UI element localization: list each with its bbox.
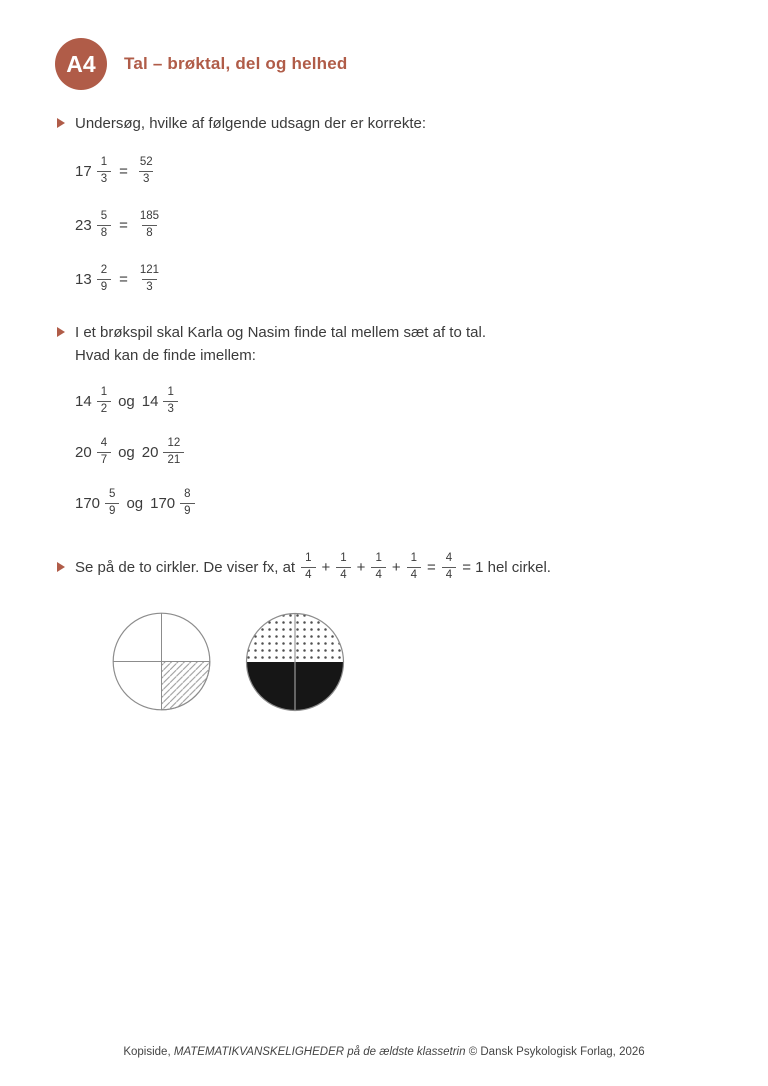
plus-sign: +	[356, 558, 366, 576]
connector-word: og	[118, 392, 135, 410]
whole-number: 23	[75, 216, 92, 234]
equals-sign: =	[119, 162, 128, 180]
fraction	[97, 211, 111, 240]
equals-sign: =	[427, 558, 436, 576]
whole-number: 20	[75, 443, 92, 461]
connector-word: og	[118, 443, 135, 461]
fraction-numerator: 1	[410, 551, 418, 564]
fraction-numerator: 52	[139, 155, 153, 168]
fraction	[407, 553, 421, 582]
fraction-numerator: 5	[109, 487, 116, 500]
fraction-numerator: 1	[167, 385, 174, 398]
section-circles	[57, 549, 728, 585]
section2-prompt-line1: I et brøkspil skal Karla og Nasim finde tal mellem sæt af to tal.	[75, 324, 486, 341]
whole-number: 17	[75, 162, 92, 180]
fraction-denominator: 4	[301, 567, 315, 582]
section2-prompt	[75, 321, 486, 367]
bullet-triangle-icon	[57, 327, 65, 337]
bullet-triangle-icon	[57, 118, 65, 128]
footer-prefix: Kopiside,	[123, 1046, 174, 1058]
fraction	[336, 553, 350, 582]
section3-prompt-row	[57, 549, 728, 585]
section3-prompt: Se på de to cirkler. De viser fx, at	[75, 558, 296, 576]
hatched-quarter	[162, 662, 210, 710]
equals-sign: =	[119, 270, 128, 288]
worksheet-badge: A4	[55, 38, 107, 90]
fraction-numerator: 121	[139, 263, 160, 276]
whole-number: 14	[141, 392, 159, 410]
fraction-numerator: 1	[100, 385, 108, 398]
fraction-denominator: 8	[142, 225, 156, 240]
fraction-numerator: 4	[100, 436, 108, 449]
fraction-numerator: 8	[184, 487, 191, 500]
fraction-denominator: 4	[442, 567, 456, 582]
fraction-denominator: 4	[371, 567, 385, 582]
whole-number: 170	[75, 494, 101, 512]
fraction-numerator: 2	[100, 263, 108, 276]
fraction-numerator: 12	[167, 436, 181, 449]
plus-sign: +	[321, 558, 331, 576]
whole-number: 170	[150, 494, 176, 512]
whole-number: 14	[75, 392, 92, 410]
circle-figures	[57, 612, 728, 712]
fraction	[180, 489, 194, 518]
fraction	[97, 157, 111, 186]
fraction-denominator: 2	[97, 401, 111, 416]
pair-row	[75, 487, 728, 519]
section2-prompt-row	[57, 321, 728, 367]
fraction-denominator: 3	[139, 171, 153, 186]
pair-row	[75, 385, 728, 417]
fraction-numerator: 4	[445, 551, 453, 564]
fraction-denominator: 9	[180, 503, 194, 518]
section2-prompt-line2: Hvad kan de finde imellem:	[75, 347, 256, 364]
fraction	[97, 387, 111, 416]
fraction-numerator: 5	[100, 209, 108, 222]
section-check-statements	[57, 112, 728, 295]
fraction	[371, 553, 385, 582]
section3-inline-math	[75, 549, 551, 585]
fraction-denominator: 3	[97, 171, 111, 186]
fraction	[163, 438, 184, 467]
fraction-numerator: 1	[375, 551, 382, 564]
fraction	[136, 157, 157, 186]
fraction-numerator: 1	[305, 551, 312, 564]
fraction	[442, 553, 456, 582]
fraction-denominator: 9	[105, 503, 119, 518]
section1-prompt-row	[57, 112, 728, 135]
fraction-denominator: 3	[163, 401, 177, 416]
fraction	[105, 489, 119, 518]
fraction	[301, 553, 315, 582]
section-between-numbers	[57, 321, 728, 519]
fraction	[97, 438, 111, 467]
quartered-circle-figure	[112, 612, 211, 711]
whole-number: 13	[75, 270, 92, 288]
fraction	[97, 265, 111, 294]
plus-sign: +	[391, 558, 401, 576]
fraction-denominator: 4	[336, 567, 350, 582]
fraction-denominator: 9	[97, 279, 111, 294]
worksheet-header	[0, 0, 768, 90]
fraction-numerator: 1	[340, 551, 347, 564]
footer-book-title: MATEMATIKVANSKELIGHEDER på de ældste klassetrin	[173, 1046, 466, 1058]
page-title: Tal – brøktal, del og helhed	[124, 54, 348, 73]
fraction-denominator: 4	[407, 567, 421, 582]
equation-row	[75, 155, 728, 187]
equals-sign: =	[119, 216, 128, 234]
fraction	[163, 387, 177, 416]
pair-row	[75, 436, 728, 468]
equation-row	[75, 209, 728, 241]
fraction-denominator: 21	[163, 452, 184, 467]
fraction	[136, 211, 163, 240]
fraction-numerator: 185	[139, 209, 160, 222]
connector-word: og	[126, 494, 144, 512]
bullet-triangle-icon	[57, 562, 65, 572]
equation-row	[75, 263, 728, 295]
footer	[0, 1046, 768, 1058]
halves-circle-figure	[245, 612, 345, 712]
fraction	[136, 265, 163, 294]
footer-suffix: © Dansk Psykologisk Forlag, 2026	[465, 1046, 645, 1058]
fraction-denominator: 7	[97, 452, 111, 467]
section3-tail: = 1 hel cirkel.	[462, 558, 551, 576]
fraction-denominator: 8	[97, 225, 111, 240]
worksheet-content	[0, 112, 768, 712]
whole-number: 20	[141, 443, 159, 461]
fraction-numerator: 1	[100, 155, 108, 168]
section1-prompt: Undersøg, hvilke af følgende udsagn der er korrekte:	[75, 115, 427, 132]
fraction-denominator: 3	[142, 279, 156, 294]
